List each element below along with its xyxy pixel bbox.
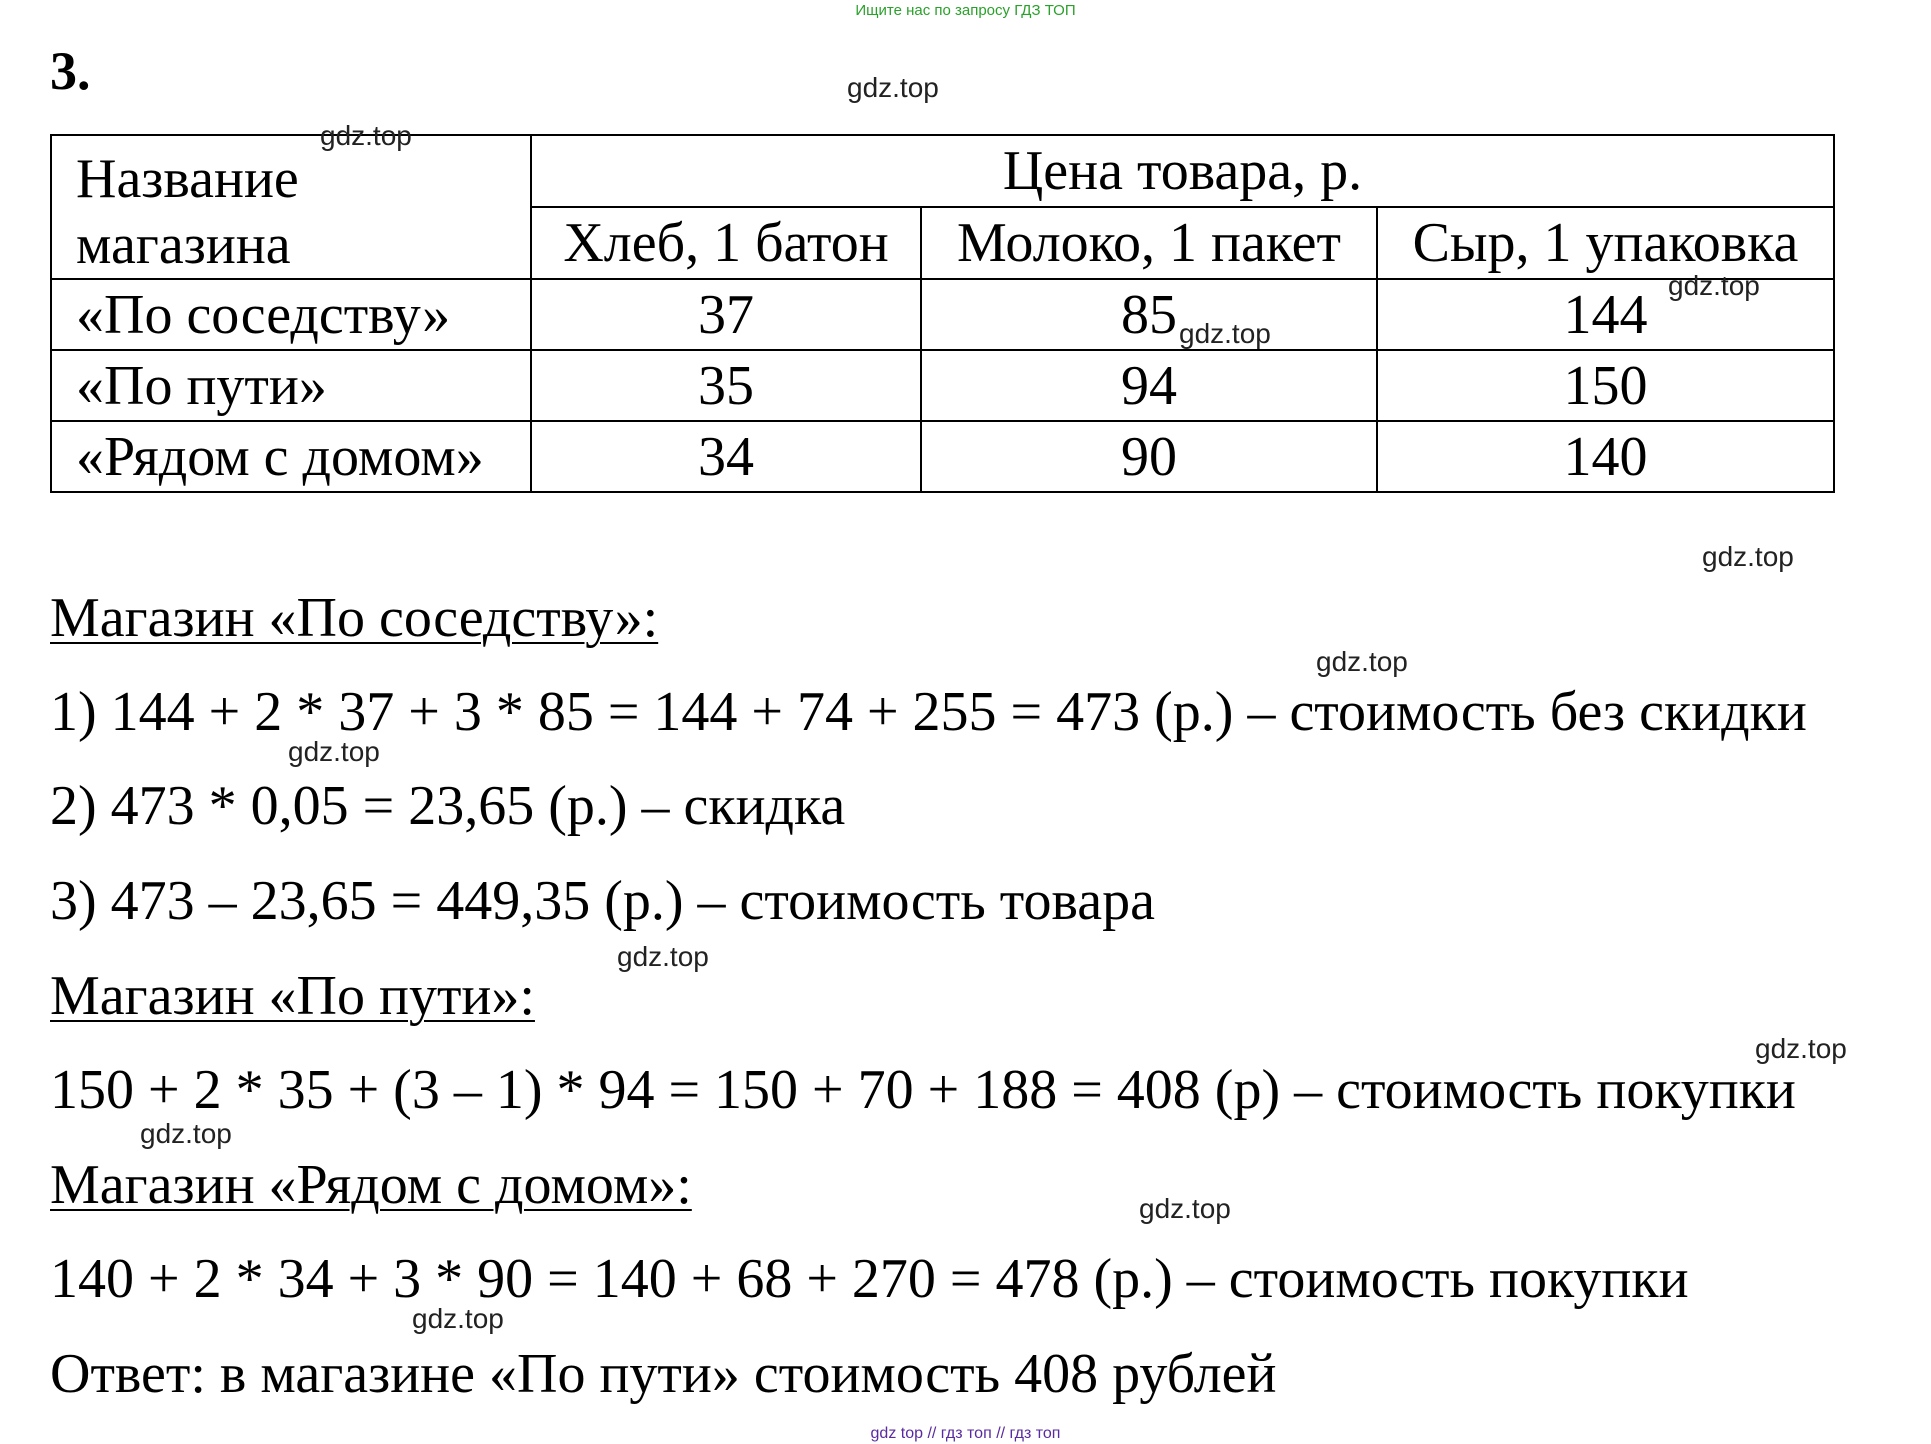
- store2-heading: Магазин «По пути»:: [50, 965, 535, 1027]
- table-header-store: [51, 135, 531, 279]
- price-cell: 144: [1377, 279, 1834, 350]
- watermark: gdz.top: [847, 72, 939, 103]
- watermark: gdz.top: [412, 1303, 504, 1334]
- price-cell: 37: [531, 279, 921, 350]
- watermark: gdz.top: [1668, 270, 1760, 301]
- watermark: gdz.top: [140, 1118, 232, 1149]
- column-bread: Хлеб, 1 батон: [531, 207, 921, 279]
- price-table: [50, 134, 1835, 493]
- price-cell: 94: [921, 350, 1377, 421]
- table-row: [51, 421, 1834, 492]
- table-row: [51, 350, 1834, 421]
- watermark: gdz.top: [1755, 1033, 1847, 1064]
- watermark: gdz.top: [1179, 318, 1271, 349]
- price-cell: 85: [921, 279, 1377, 350]
- header-name-line1: Название: [76, 148, 299, 210]
- store2-calculation: 150 + 2 * 35 + (3 – 1) * 94 = 150 + 70 + 188 = 408 (р) – стоимость покупки: [50, 1059, 1796, 1121]
- store3-heading: Магазин «Рядом с домом»:: [50, 1154, 692, 1216]
- watermark: gdz.top: [1702, 541, 1794, 572]
- store-name: «По пути»: [51, 350, 531, 421]
- top-banner: Ищите нас по запросу ГДЗ ТОП: [855, 2, 1076, 19]
- watermark: gdz.top: [1316, 646, 1408, 677]
- price-cell: 150: [1377, 350, 1834, 421]
- watermark: gdz.top: [288, 736, 380, 767]
- store-name: «Рядом с домом»: [51, 421, 531, 492]
- price-cell: 35: [531, 350, 921, 421]
- store3-calculation: 140 + 2 * 34 + 3 * 90 = 140 + 68 + 270 = 478 (р.) – стоимость покупки: [50, 1248, 1689, 1310]
- watermark: gdz.top: [617, 941, 709, 972]
- column-milk: Молоко, 1 пакет: [921, 207, 1377, 279]
- store1-step-2: 2) 473 * 0,05 = 23,65 (р.) – скидка: [50, 775, 846, 837]
- column-cheese: Сыр, 1 упаковка: [1377, 207, 1834, 279]
- price-cell: 34: [531, 421, 921, 492]
- store-name: «По соседству»: [51, 279, 531, 350]
- watermark: gdz.top: [320, 120, 412, 151]
- task-number: 3.: [50, 41, 91, 101]
- footer: gdz top // гдз топ // гдз топ: [870, 1425, 1061, 1442]
- store1-step-1: 1) 144 + 2 * 37 + 3 * 85 = 144 + 74 + 255 = 473 (р.) – стоимость без скидки: [50, 681, 1807, 743]
- store1-step-3: 3) 473 – 23,65 = 449,35 (р.) – стоимость товара: [50, 870, 1155, 932]
- header-name-line2: магазина: [76, 214, 291, 276]
- price-cell: 140: [1377, 421, 1834, 492]
- store1-heading: Магазин «По соседству»:: [50, 587, 659, 649]
- price-cell: 90: [921, 421, 1377, 492]
- watermark: gdz.top: [1139, 1193, 1231, 1224]
- answer: Ответ: в магазине «По пути» стоимость 408 рублей: [50, 1343, 1277, 1405]
- table-header-price: Цена товара, р.: [531, 135, 1834, 207]
- table-row: [51, 279, 1834, 350]
